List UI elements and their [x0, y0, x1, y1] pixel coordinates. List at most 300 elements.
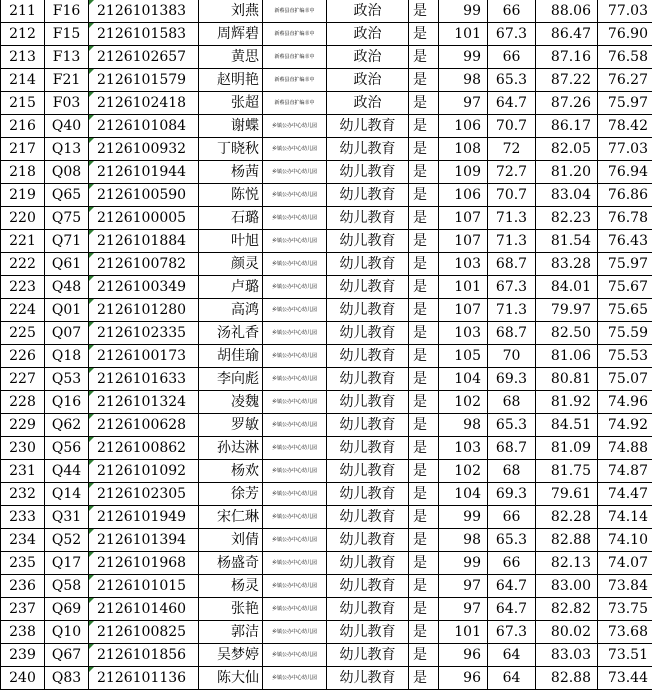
unit-cell[interactable]: 乡镇公办中心幼儿园 [263, 276, 327, 299]
total-score-cell[interactable]: 74.96 [598, 391, 652, 414]
interview-score-cell[interactable]: 81.09 [536, 437, 598, 460]
seq-cell[interactable]: 222 [1, 253, 45, 276]
unit-cell[interactable]: 乡镇公办中心幼儿园 [263, 322, 327, 345]
total-score-cell[interactable]: 75.59 [598, 322, 652, 345]
position-code-cell[interactable]: Q62 [45, 414, 89, 437]
name-cell[interactable]: 杨茜 [199, 161, 263, 184]
written-raw-cell[interactable]: 104 [439, 483, 488, 506]
seq-cell[interactable]: 219 [1, 184, 45, 207]
written-raw-cell[interactable]: 101 [439, 23, 488, 46]
position-code-cell[interactable]: Q65 [45, 184, 89, 207]
seq-cell[interactable]: 212 [1, 23, 45, 46]
exam-id-cell[interactable]: 2126101092 [89, 460, 199, 483]
position-code-cell[interactable]: Q52 [45, 529, 89, 552]
qualified-cell[interactable]: 是 [409, 253, 439, 276]
position-code-cell[interactable]: F15 [45, 23, 89, 46]
name-cell[interactable]: 杨盛奇 [199, 552, 263, 575]
subject-cell[interactable]: 幼儿教育 [327, 368, 409, 391]
subject-cell[interactable]: 幼儿教育 [327, 575, 409, 598]
qualified-cell[interactable]: 是 [409, 644, 439, 667]
interview-score-cell[interactable]: 83.03 [536, 644, 598, 667]
position-code-cell[interactable]: Q08 [45, 161, 89, 184]
written-raw-cell[interactable]: 103 [439, 253, 488, 276]
interview-score-cell[interactable]: 83.28 [536, 253, 598, 276]
exam-id-cell[interactable]: 2126101136 [89, 667, 199, 690]
name-cell[interactable]: 杨欢 [199, 460, 263, 483]
written-score-cell[interactable]: 64 [488, 667, 536, 690]
subject-cell[interactable]: 幼儿教育 [327, 483, 409, 506]
exam-id-cell[interactable]: 2126100628 [89, 414, 199, 437]
total-score-cell[interactable]: 73.44 [598, 667, 652, 690]
position-code-cell[interactable]: F13 [45, 46, 89, 69]
qualified-cell[interactable]: 是 [409, 0, 439, 23]
name-cell[interactable]: 周辉碧 [199, 23, 263, 46]
interview-score-cell[interactable]: 87.26 [536, 92, 598, 115]
unit-cell[interactable]: 乡镇公办中心幼儿园 [263, 391, 327, 414]
name-cell[interactable]: 罗敏 [199, 414, 263, 437]
interview-score-cell[interactable]: 81.92 [536, 391, 598, 414]
position-code-cell[interactable]: Q75 [45, 207, 89, 230]
interview-score-cell[interactable]: 82.28 [536, 506, 598, 529]
seq-cell[interactable]: 236 [1, 575, 45, 598]
name-cell[interactable]: 宋仁琳 [199, 506, 263, 529]
total-score-cell[interactable]: 76.58 [598, 46, 652, 69]
position-code-cell[interactable]: Q53 [45, 368, 89, 391]
unit-cell[interactable]: 乡镇公办中心幼儿园 [263, 184, 327, 207]
unit-cell[interactable]: 乡镇公办中心幼儿园 [263, 207, 327, 230]
written-raw-cell[interactable]: 96 [439, 644, 488, 667]
interview-score-cell[interactable]: 79.97 [536, 299, 598, 322]
position-code-cell[interactable]: Q71 [45, 230, 89, 253]
interview-score-cell[interactable]: 81.20 [536, 161, 598, 184]
name-cell[interactable]: 刘倩 [199, 529, 263, 552]
unit-cell[interactable]: 乡镇公办中心幼儿园 [263, 230, 327, 253]
exam-id-cell[interactable]: 2126100173 [89, 345, 199, 368]
subject-cell[interactable]: 幼儿教育 [327, 345, 409, 368]
unit-cell[interactable]: 乡镇公办中心幼儿园 [263, 460, 327, 483]
unit-cell[interactable]: 乡镇公办中心幼儿园 [263, 598, 327, 621]
written-score-cell[interactable]: 69.3 [488, 368, 536, 391]
exam-id-cell[interactable]: 2126100825 [89, 621, 199, 644]
name-cell[interactable]: 陈悦 [199, 184, 263, 207]
position-code-cell[interactable]: Q40 [45, 115, 89, 138]
subject-cell[interactable]: 幼儿教育 [327, 506, 409, 529]
written-raw-cell[interactable]: 99 [439, 46, 488, 69]
position-code-cell[interactable]: Q58 [45, 575, 89, 598]
unit-cell[interactable]: 乡镇公办中心幼儿园 [263, 138, 327, 161]
position-code-cell[interactable]: F16 [45, 0, 89, 23]
total-score-cell[interactable]: 74.92 [598, 414, 652, 437]
written-score-cell[interactable]: 70.7 [488, 115, 536, 138]
exam-id-cell[interactable]: 2126101280 [89, 299, 199, 322]
name-cell[interactable]: 刘燕 [199, 0, 263, 23]
subject-cell[interactable]: 政治 [327, 23, 409, 46]
written-score-cell[interactable]: 66 [488, 46, 536, 69]
subject-cell[interactable]: 幼儿教育 [327, 667, 409, 690]
unit-cell[interactable]: 新蔡县直扩编幸中 [263, 46, 327, 69]
name-cell[interactable]: 凌魏 [199, 391, 263, 414]
written-raw-cell[interactable]: 105 [439, 345, 488, 368]
total-score-cell[interactable]: 77.03 [598, 0, 652, 23]
unit-cell[interactable]: 乡镇公办中心幼儿园 [263, 368, 327, 391]
written-score-cell[interactable]: 70 [488, 345, 536, 368]
interview-score-cell[interactable]: 82.82 [536, 598, 598, 621]
interview-score-cell[interactable]: 82.23 [536, 207, 598, 230]
written-raw-cell[interactable]: 99 [439, 552, 488, 575]
unit-cell[interactable]: 新蔡县直扩编幸中 [263, 69, 327, 92]
qualified-cell[interactable]: 是 [409, 368, 439, 391]
seq-cell[interactable]: 231 [1, 460, 45, 483]
written-score-cell[interactable]: 68.7 [488, 253, 536, 276]
exam-id-cell[interactable]: 2126100590 [89, 184, 199, 207]
name-cell[interactable]: 陈大仙 [199, 667, 263, 690]
interview-score-cell[interactable]: 81.75 [536, 460, 598, 483]
qualified-cell[interactable]: 是 [409, 184, 439, 207]
subject-cell[interactable]: 幼儿教育 [327, 299, 409, 322]
position-code-cell[interactable]: Q83 [45, 667, 89, 690]
exam-id-cell[interactable]: 2126101968 [89, 552, 199, 575]
unit-cell[interactable]: 乡镇公办中心幼儿园 [263, 621, 327, 644]
qualified-cell[interactable]: 是 [409, 138, 439, 161]
seq-cell[interactable]: 235 [1, 552, 45, 575]
total-score-cell[interactable]: 75.65 [598, 299, 652, 322]
exam-id-cell[interactable]: 2126101944 [89, 161, 199, 184]
qualified-cell[interactable]: 是 [409, 230, 439, 253]
seq-cell[interactable]: 218 [1, 161, 45, 184]
qualified-cell[interactable]: 是 [409, 276, 439, 299]
written-raw-cell[interactable]: 98 [439, 69, 488, 92]
interview-score-cell[interactable]: 87.16 [536, 46, 598, 69]
written-raw-cell[interactable]: 97 [439, 92, 488, 115]
position-code-cell[interactable]: Q10 [45, 621, 89, 644]
seq-cell[interactable]: 233 [1, 506, 45, 529]
position-code-cell[interactable]: F21 [45, 69, 89, 92]
subject-cell[interactable]: 幼儿教育 [327, 391, 409, 414]
position-code-cell[interactable]: Q16 [45, 391, 89, 414]
interview-score-cell[interactable]: 86.17 [536, 115, 598, 138]
subject-cell[interactable]: 政治 [327, 69, 409, 92]
interview-score-cell[interactable]: 81.54 [536, 230, 598, 253]
total-score-cell[interactable]: 76.94 [598, 161, 652, 184]
qualified-cell[interactable]: 是 [409, 115, 439, 138]
total-score-cell[interactable]: 75.97 [598, 253, 652, 276]
seq-cell[interactable]: 214 [1, 69, 45, 92]
unit-cell[interactable]: 乡镇公办中心幼儿园 [263, 506, 327, 529]
unit-cell[interactable]: 乡镇公办中心幼儿园 [263, 253, 327, 276]
unit-cell[interactable]: 新蔡县直扩编幸中 [263, 92, 327, 115]
written-score-cell[interactable]: 65.3 [488, 529, 536, 552]
exam-id-cell[interactable]: 2126100932 [89, 138, 199, 161]
exam-id-cell[interactable]: 2126101583 [89, 23, 199, 46]
written-raw-cell[interactable]: 103 [439, 322, 488, 345]
written-raw-cell[interactable]: 99 [439, 506, 488, 529]
written-score-cell[interactable]: 64.7 [488, 598, 536, 621]
qualified-cell[interactable]: 是 [409, 345, 439, 368]
position-code-cell[interactable]: Q13 [45, 138, 89, 161]
unit-cell[interactable]: 乡镇公办中心幼儿园 [263, 115, 327, 138]
total-score-cell[interactable]: 74.87 [598, 460, 652, 483]
interview-score-cell[interactable]: 79.61 [536, 483, 598, 506]
subject-cell[interactable]: 幼儿教育 [327, 253, 409, 276]
written-score-cell[interactable]: 68.7 [488, 322, 536, 345]
seq-cell[interactable]: 217 [1, 138, 45, 161]
position-code-cell[interactable]: F03 [45, 92, 89, 115]
name-cell[interactable]: 赵明艳 [199, 69, 263, 92]
unit-cell[interactable]: 新蔡县直扩编幸中 [263, 0, 327, 23]
written-raw-cell[interactable]: 104 [439, 368, 488, 391]
qualified-cell[interactable]: 是 [409, 322, 439, 345]
position-code-cell[interactable]: Q56 [45, 437, 89, 460]
position-code-cell[interactable]: Q17 [45, 552, 89, 575]
interview-score-cell[interactable]: 80.02 [536, 621, 598, 644]
interview-score-cell[interactable]: 80.81 [536, 368, 598, 391]
total-score-cell[interactable]: 74.47 [598, 483, 652, 506]
total-score-cell[interactable]: 74.14 [598, 506, 652, 529]
written-score-cell[interactable]: 69.3 [488, 483, 536, 506]
name-cell[interactable]: 谢蝶 [199, 115, 263, 138]
subject-cell[interactable]: 幼儿教育 [327, 207, 409, 230]
exam-id-cell[interactable]: 2126101579 [89, 69, 199, 92]
qualified-cell[interactable]: 是 [409, 161, 439, 184]
total-score-cell[interactable]: 74.88 [598, 437, 652, 460]
position-code-cell[interactable]: Q69 [45, 598, 89, 621]
interview-score-cell[interactable]: 83.00 [536, 575, 598, 598]
interview-score-cell[interactable]: 82.88 [536, 529, 598, 552]
subject-cell[interactable]: 幼儿教育 [327, 460, 409, 483]
subject-cell[interactable]: 幼儿教育 [327, 598, 409, 621]
seq-cell[interactable]: 240 [1, 667, 45, 690]
written-score-cell[interactable]: 67.3 [488, 23, 536, 46]
qualified-cell[interactable]: 是 [409, 92, 439, 115]
seq-cell[interactable]: 216 [1, 115, 45, 138]
position-code-cell[interactable]: Q14 [45, 483, 89, 506]
name-cell[interactable]: 石璐 [199, 207, 263, 230]
total-score-cell[interactable]: 73.68 [598, 621, 652, 644]
seq-cell[interactable]: 227 [1, 368, 45, 391]
position-code-cell[interactable]: Q07 [45, 322, 89, 345]
written-score-cell[interactable]: 70.7 [488, 184, 536, 207]
unit-cell[interactable]: 乡镇公办中心幼儿园 [263, 299, 327, 322]
exam-id-cell[interactable]: 2126101884 [89, 230, 199, 253]
name-cell[interactable]: 徐芳 [199, 483, 263, 506]
seq-cell[interactable]: 213 [1, 46, 45, 69]
unit-cell[interactable]: 乡镇公办中心幼儿园 [263, 552, 327, 575]
exam-id-cell[interactable]: 2126101949 [89, 506, 199, 529]
exam-id-cell[interactable]: 2126101015 [89, 575, 199, 598]
written-raw-cell[interactable]: 96 [439, 667, 488, 690]
subject-cell[interactable]: 幼儿教育 [327, 138, 409, 161]
written-score-cell[interactable]: 72 [488, 138, 536, 161]
qualified-cell[interactable]: 是 [409, 621, 439, 644]
name-cell[interactable]: 叶旭 [199, 230, 263, 253]
exam-id-cell[interactable]: 2126101856 [89, 644, 199, 667]
written-score-cell[interactable]: 72.7 [488, 161, 536, 184]
exam-id-cell[interactable]: 2126101084 [89, 115, 199, 138]
interview-score-cell[interactable]: 82.50 [536, 322, 598, 345]
written-raw-cell[interactable]: 108 [439, 138, 488, 161]
exam-id-cell[interactable]: 2126101633 [89, 368, 199, 391]
exam-id-cell[interactable]: 2126100862 [89, 437, 199, 460]
name-cell[interactable]: 张艳 [199, 598, 263, 621]
unit-cell[interactable]: 乡镇公办中心幼儿园 [263, 414, 327, 437]
written-score-cell[interactable]: 67.3 [488, 276, 536, 299]
qualified-cell[interactable]: 是 [409, 23, 439, 46]
seq-cell[interactable]: 228 [1, 391, 45, 414]
subject-cell[interactable]: 幼儿教育 [327, 644, 409, 667]
exam-id-cell[interactable]: 2126101324 [89, 391, 199, 414]
written-score-cell[interactable]: 66 [488, 0, 536, 23]
written-score-cell[interactable]: 65.3 [488, 414, 536, 437]
name-cell[interactable]: 吴梦婷 [199, 644, 263, 667]
written-raw-cell[interactable]: 97 [439, 575, 488, 598]
written-score-cell[interactable]: 71.3 [488, 207, 536, 230]
written-raw-cell[interactable]: 102 [439, 460, 488, 483]
exam-id-cell[interactable]: 2126101394 [89, 529, 199, 552]
seq-cell[interactable]: 223 [1, 276, 45, 299]
seq-cell[interactable]: 237 [1, 598, 45, 621]
interview-score-cell[interactable]: 83.04 [536, 184, 598, 207]
exam-id-cell[interactable]: 2126100782 [89, 253, 199, 276]
name-cell[interactable]: 郭洁 [199, 621, 263, 644]
unit-cell[interactable]: 乡镇公办中心幼儿园 [263, 529, 327, 552]
name-cell[interactable]: 孙达淋 [199, 437, 263, 460]
total-score-cell[interactable]: 75.67 [598, 276, 652, 299]
total-score-cell[interactable]: 76.78 [598, 207, 652, 230]
name-cell[interactable]: 高鸿 [199, 299, 263, 322]
subject-cell[interactable]: 幼儿教育 [327, 276, 409, 299]
written-raw-cell[interactable]: 102 [439, 391, 488, 414]
unit-cell[interactable]: 乡镇公办中心幼儿园 [263, 345, 327, 368]
exam-id-cell[interactable]: 2126100005 [89, 207, 199, 230]
interview-score-cell[interactable]: 86.47 [536, 23, 598, 46]
total-score-cell[interactable]: 76.90 [598, 23, 652, 46]
position-code-cell[interactable]: Q61 [45, 253, 89, 276]
written-score-cell[interactable]: 66 [488, 552, 536, 575]
exam-id-cell[interactable]: 2126102335 [89, 322, 199, 345]
qualified-cell[interactable]: 是 [409, 437, 439, 460]
seq-cell[interactable]: 224 [1, 299, 45, 322]
unit-cell[interactable]: 新蔡县直扩编幸中 [263, 23, 327, 46]
unit-cell[interactable]: 乡镇公办中心幼儿园 [263, 161, 327, 184]
total-score-cell[interactable]: 75.07 [598, 368, 652, 391]
exam-id-cell[interactable]: 2126101460 [89, 598, 199, 621]
name-cell[interactable]: 李向彪 [199, 368, 263, 391]
subject-cell[interactable]: 幼儿教育 [327, 414, 409, 437]
total-score-cell[interactable]: 74.07 [598, 552, 652, 575]
qualified-cell[interactable]: 是 [409, 483, 439, 506]
seq-cell[interactable]: 225 [1, 322, 45, 345]
subject-cell[interactable]: 幼儿教育 [327, 552, 409, 575]
seq-cell[interactable]: 220 [1, 207, 45, 230]
qualified-cell[interactable]: 是 [409, 460, 439, 483]
interview-score-cell[interactable]: 82.13 [536, 552, 598, 575]
name-cell[interactable]: 汤礼香 [199, 322, 263, 345]
written-raw-cell[interactable]: 107 [439, 207, 488, 230]
seq-cell[interactable]: 221 [1, 230, 45, 253]
exam-id-cell[interactable]: 2126102418 [89, 92, 199, 115]
subject-cell[interactable]: 幼儿教育 [327, 230, 409, 253]
subject-cell[interactable]: 幼儿教育 [327, 621, 409, 644]
total-score-cell[interactable]: 76.43 [598, 230, 652, 253]
seq-cell[interactable]: 232 [1, 483, 45, 506]
name-cell[interactable]: 黄思 [199, 46, 263, 69]
subject-cell[interactable]: 幼儿教育 [327, 184, 409, 207]
written-raw-cell[interactable]: 101 [439, 621, 488, 644]
written-score-cell[interactable]: 68 [488, 391, 536, 414]
subject-cell[interactable]: 政治 [327, 92, 409, 115]
written-score-cell[interactable]: 68.7 [488, 437, 536, 460]
qualified-cell[interactable]: 是 [409, 667, 439, 690]
total-score-cell[interactable]: 74.10 [598, 529, 652, 552]
qualified-cell[interactable]: 是 [409, 575, 439, 598]
interview-score-cell[interactable]: 82.05 [536, 138, 598, 161]
qualified-cell[interactable]: 是 [409, 69, 439, 92]
seq-cell[interactable]: 230 [1, 437, 45, 460]
qualified-cell[interactable]: 是 [409, 46, 439, 69]
seq-cell[interactable]: 226 [1, 345, 45, 368]
seq-cell[interactable]: 239 [1, 644, 45, 667]
interview-score-cell[interactable]: 81.06 [536, 345, 598, 368]
qualified-cell[interactable]: 是 [409, 207, 439, 230]
exam-id-cell[interactable]: 2126100349 [89, 276, 199, 299]
unit-cell[interactable]: 乡镇公办中心幼儿园 [263, 644, 327, 667]
qualified-cell[interactable]: 是 [409, 529, 439, 552]
written-raw-cell[interactable]: 106 [439, 115, 488, 138]
written-score-cell[interactable]: 64 [488, 644, 536, 667]
exam-id-cell[interactable]: 2126102305 [89, 483, 199, 506]
written-score-cell[interactable]: 65.3 [488, 69, 536, 92]
written-raw-cell[interactable]: 98 [439, 529, 488, 552]
position-code-cell[interactable]: Q44 [45, 460, 89, 483]
qualified-cell[interactable]: 是 [409, 506, 439, 529]
total-score-cell[interactable]: 75.53 [598, 345, 652, 368]
qualified-cell[interactable]: 是 [409, 391, 439, 414]
interview-score-cell[interactable]: 84.51 [536, 414, 598, 437]
written-raw-cell[interactable]: 101 [439, 276, 488, 299]
position-code-cell[interactable]: Q01 [45, 299, 89, 322]
unit-cell[interactable]: 乡镇公办中心幼儿园 [263, 483, 327, 506]
name-cell[interactable]: 杨灵 [199, 575, 263, 598]
written-score-cell[interactable]: 64.7 [488, 575, 536, 598]
total-score-cell[interactable]: 75.97 [598, 92, 652, 115]
name-cell[interactable]: 丁晓秋 [199, 138, 263, 161]
total-score-cell[interactable]: 76.27 [598, 69, 652, 92]
unit-cell[interactable]: 乡镇公办中心幼儿园 [263, 575, 327, 598]
written-raw-cell[interactable]: 99 [439, 0, 488, 23]
written-raw-cell[interactable]: 97 [439, 598, 488, 621]
qualified-cell[interactable]: 是 [409, 598, 439, 621]
total-score-cell[interactable]: 77.03 [598, 138, 652, 161]
written-raw-cell[interactable]: 107 [439, 230, 488, 253]
interview-score-cell[interactable]: 82.88 [536, 667, 598, 690]
written-raw-cell[interactable]: 103 [439, 437, 488, 460]
seq-cell[interactable]: 229 [1, 414, 45, 437]
name-cell[interactable]: 胡佳瑜 [199, 345, 263, 368]
total-score-cell[interactable]: 78.42 [598, 115, 652, 138]
written-raw-cell[interactable]: 98 [439, 414, 488, 437]
qualified-cell[interactable]: 是 [409, 552, 439, 575]
written-raw-cell[interactable]: 107 [439, 299, 488, 322]
subject-cell[interactable]: 幼儿教育 [327, 529, 409, 552]
seq-cell[interactable]: 211 [1, 0, 45, 23]
unit-cell[interactable]: 乡镇公办中心幼儿园 [263, 437, 327, 460]
seq-cell[interactable]: 215 [1, 92, 45, 115]
position-code-cell[interactable]: Q67 [45, 644, 89, 667]
exam-id-cell[interactable]: 2126102657 [89, 46, 199, 69]
interview-score-cell[interactable]: 88.06 [536, 0, 598, 23]
subject-cell[interactable]: 幼儿教育 [327, 322, 409, 345]
total-score-cell[interactable]: 73.84 [598, 575, 652, 598]
